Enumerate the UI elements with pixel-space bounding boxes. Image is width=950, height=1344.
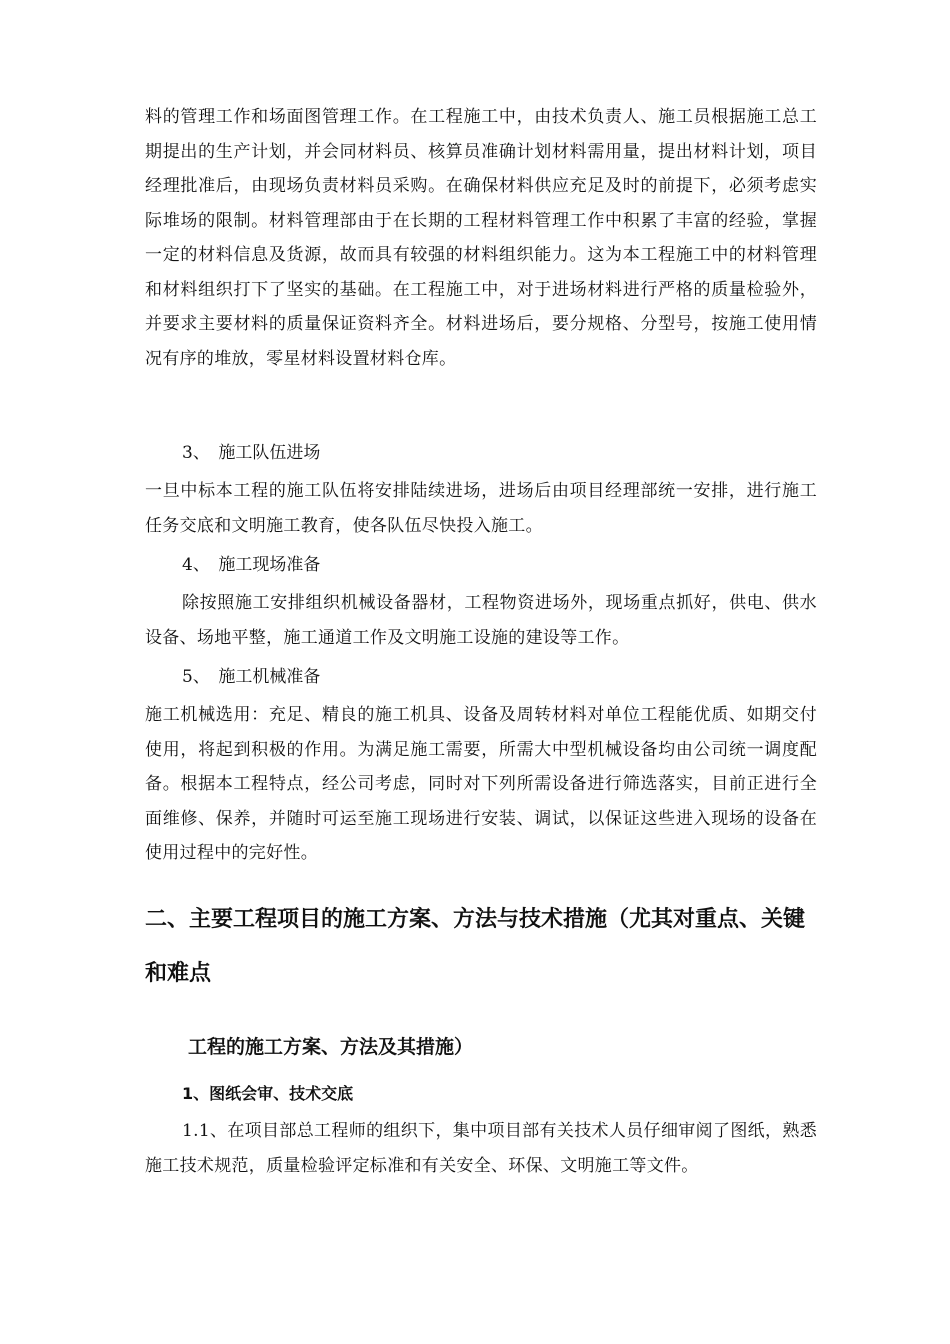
item-3-heading: 3、 施工队伍进场 <box>182 443 321 463</box>
item-5-heading: 5、 施工机械准备 <box>182 667 321 687</box>
item-4-heading: 4、 施工现场准备 <box>182 555 321 575</box>
item-4-body: 除按照施工安排组织机械设备器材，工程物资进场外，现场重点抓好，供电、供水设备、场地平整，施工通道工作及文明施工设施的建设等工作。 <box>145 593 817 648</box>
item-3-body: 一旦中标本工程的施工队伍将安排陆续进场，进场后由项目经理部统一安排，进行施工任务交底和文明施工教育，使各队伍尽快投入施工。 <box>145 481 817 536</box>
section-2-title: 二、主要工程项目的施工方案、方法与技术措施（尤其对重点、关键和难点 <box>145 907 806 986</box>
sub-1-1-body: 1.1、在项目部总工程师的组织下，集中项目部有关技术人员仔细审阅了图纸，熟悉施工技术规范，质量检验评定标准和有关安全、环保、文明施工等文件。 <box>145 1121 817 1176</box>
paragraph-material-management: 料的管理工作和场面图管理工作。在工程施工中，由技术负责人、施工员根据施工总工期提出的生产计划，并会同材料员、核算员准确计划材料需用量，提出材料计划，项目经理批准后，由现场负责材料员采购。在确保材料供应充足及时的前提下，必须考虑实际堆场的限制。材料管理部由于在长期的工程材料管理工作中积累了丰富的经验，掌握一定的材料信息及货源，故而具有较强的材料组织能力。这为本工程施工中的材料管理和材料组织打下了坚实的基础。在工程施工中，对于进场材料进行严格的质量检验外，并要求主要材料的质量保证资料齐全。材料进场后，要分规格、分型号，按施工使用情况有序的堆放，零星材料设置材料仓库。 <box>145 107 817 369</box>
section-2-subtitle: 工程的施工方案、方法及其措施） <box>188 1036 474 1058</box>
sub-1-heading: 1、图纸会审、技术交底 <box>182 1084 354 1103</box>
item-5-body: 施工机械选用：充足、精良的施工机具、设备及周转材料对单位工程能优质、如期交付使用，将起到积极的作用。为满足施工需要，所需大中型机械设备均由公司统一调度配备。根据本工程特点，经公司考虑，同时对下列所需设备进行筛选落实，目前正进行全面维修、保养，并随时可运至施工现场进行安装、调试，以保证这些进入现场的设备在使用过程中的完好性。 <box>145 705 817 863</box>
